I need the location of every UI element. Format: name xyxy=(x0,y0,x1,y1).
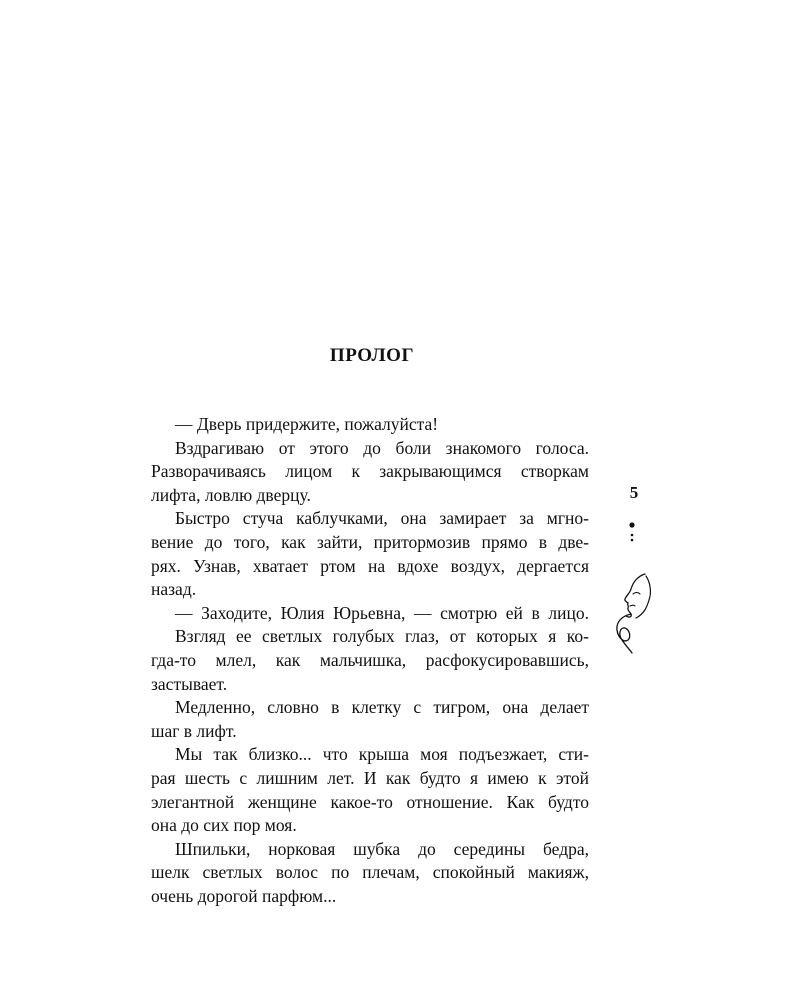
paragraph xyxy=(151,602,589,626)
paragraph xyxy=(151,437,589,508)
text-line: Быстро стуча каблучками, она замирает за мгно- xyxy=(175,508,589,529)
paragraph xyxy=(151,838,589,909)
text-line: Шпильки, норковая шубка до середины бедра, xyxy=(175,838,589,859)
text-line: застывает. xyxy=(151,673,228,694)
paragraph xyxy=(151,696,589,743)
paragraph xyxy=(151,625,589,696)
text-line: Взгляд ее светлых голубых глаз, от которых я ко- xyxy=(175,626,589,647)
ornament-dots-icon xyxy=(625,518,641,552)
paragraph xyxy=(151,413,589,437)
text-line: Разворачиваясь лицом к закрывающимся створкам xyxy=(151,461,589,482)
chapter-title: ПРОЛОГ xyxy=(329,345,415,366)
text-line: — Заходите, Юлия Юрьевна, — смотрю ей в лицо. xyxy=(175,602,589,623)
text-line: — Дверь придержите, пожалуйста! xyxy=(175,414,439,434)
face-sketch-icon xyxy=(600,570,660,654)
text-line: лифта, ловлю дверцу. xyxy=(151,484,311,505)
text-line: она до сих пор моя. xyxy=(151,815,297,836)
text-line: очень дорогой парфюм... xyxy=(151,885,337,906)
text-line: гда-то млел, как мальчишка, расфокусировавшись, xyxy=(151,649,589,670)
text-line: Медленно, словно в клетку с тигром, она делает xyxy=(175,697,589,718)
paragraph xyxy=(151,743,589,837)
text-line: вение до того, как зайти, притормозив прямо в две- xyxy=(151,531,589,552)
text-line: назад. xyxy=(151,579,197,600)
body-text xyxy=(151,413,589,908)
page-number: 5 xyxy=(629,483,639,502)
text-line: Мы так близко... что крыша моя подъезжает, сти- xyxy=(175,744,589,765)
text-line: шелк светлых волос по плечам, спокойный макияж, xyxy=(151,862,589,883)
paragraph xyxy=(151,507,589,601)
text-line: элегантной женщине какое-то отношение. Как будто xyxy=(151,791,589,812)
text-line: шаг в лифт. xyxy=(151,720,237,741)
text-line: рая шесть с лишним лет. И как будто я имею к этой xyxy=(151,767,589,788)
text-line: рях. Узнав, хватает ртом на вдохе воздух, дергается xyxy=(151,555,589,576)
text-line: Вздрагиваю от этого до боли знакомого голоса. xyxy=(175,437,589,458)
